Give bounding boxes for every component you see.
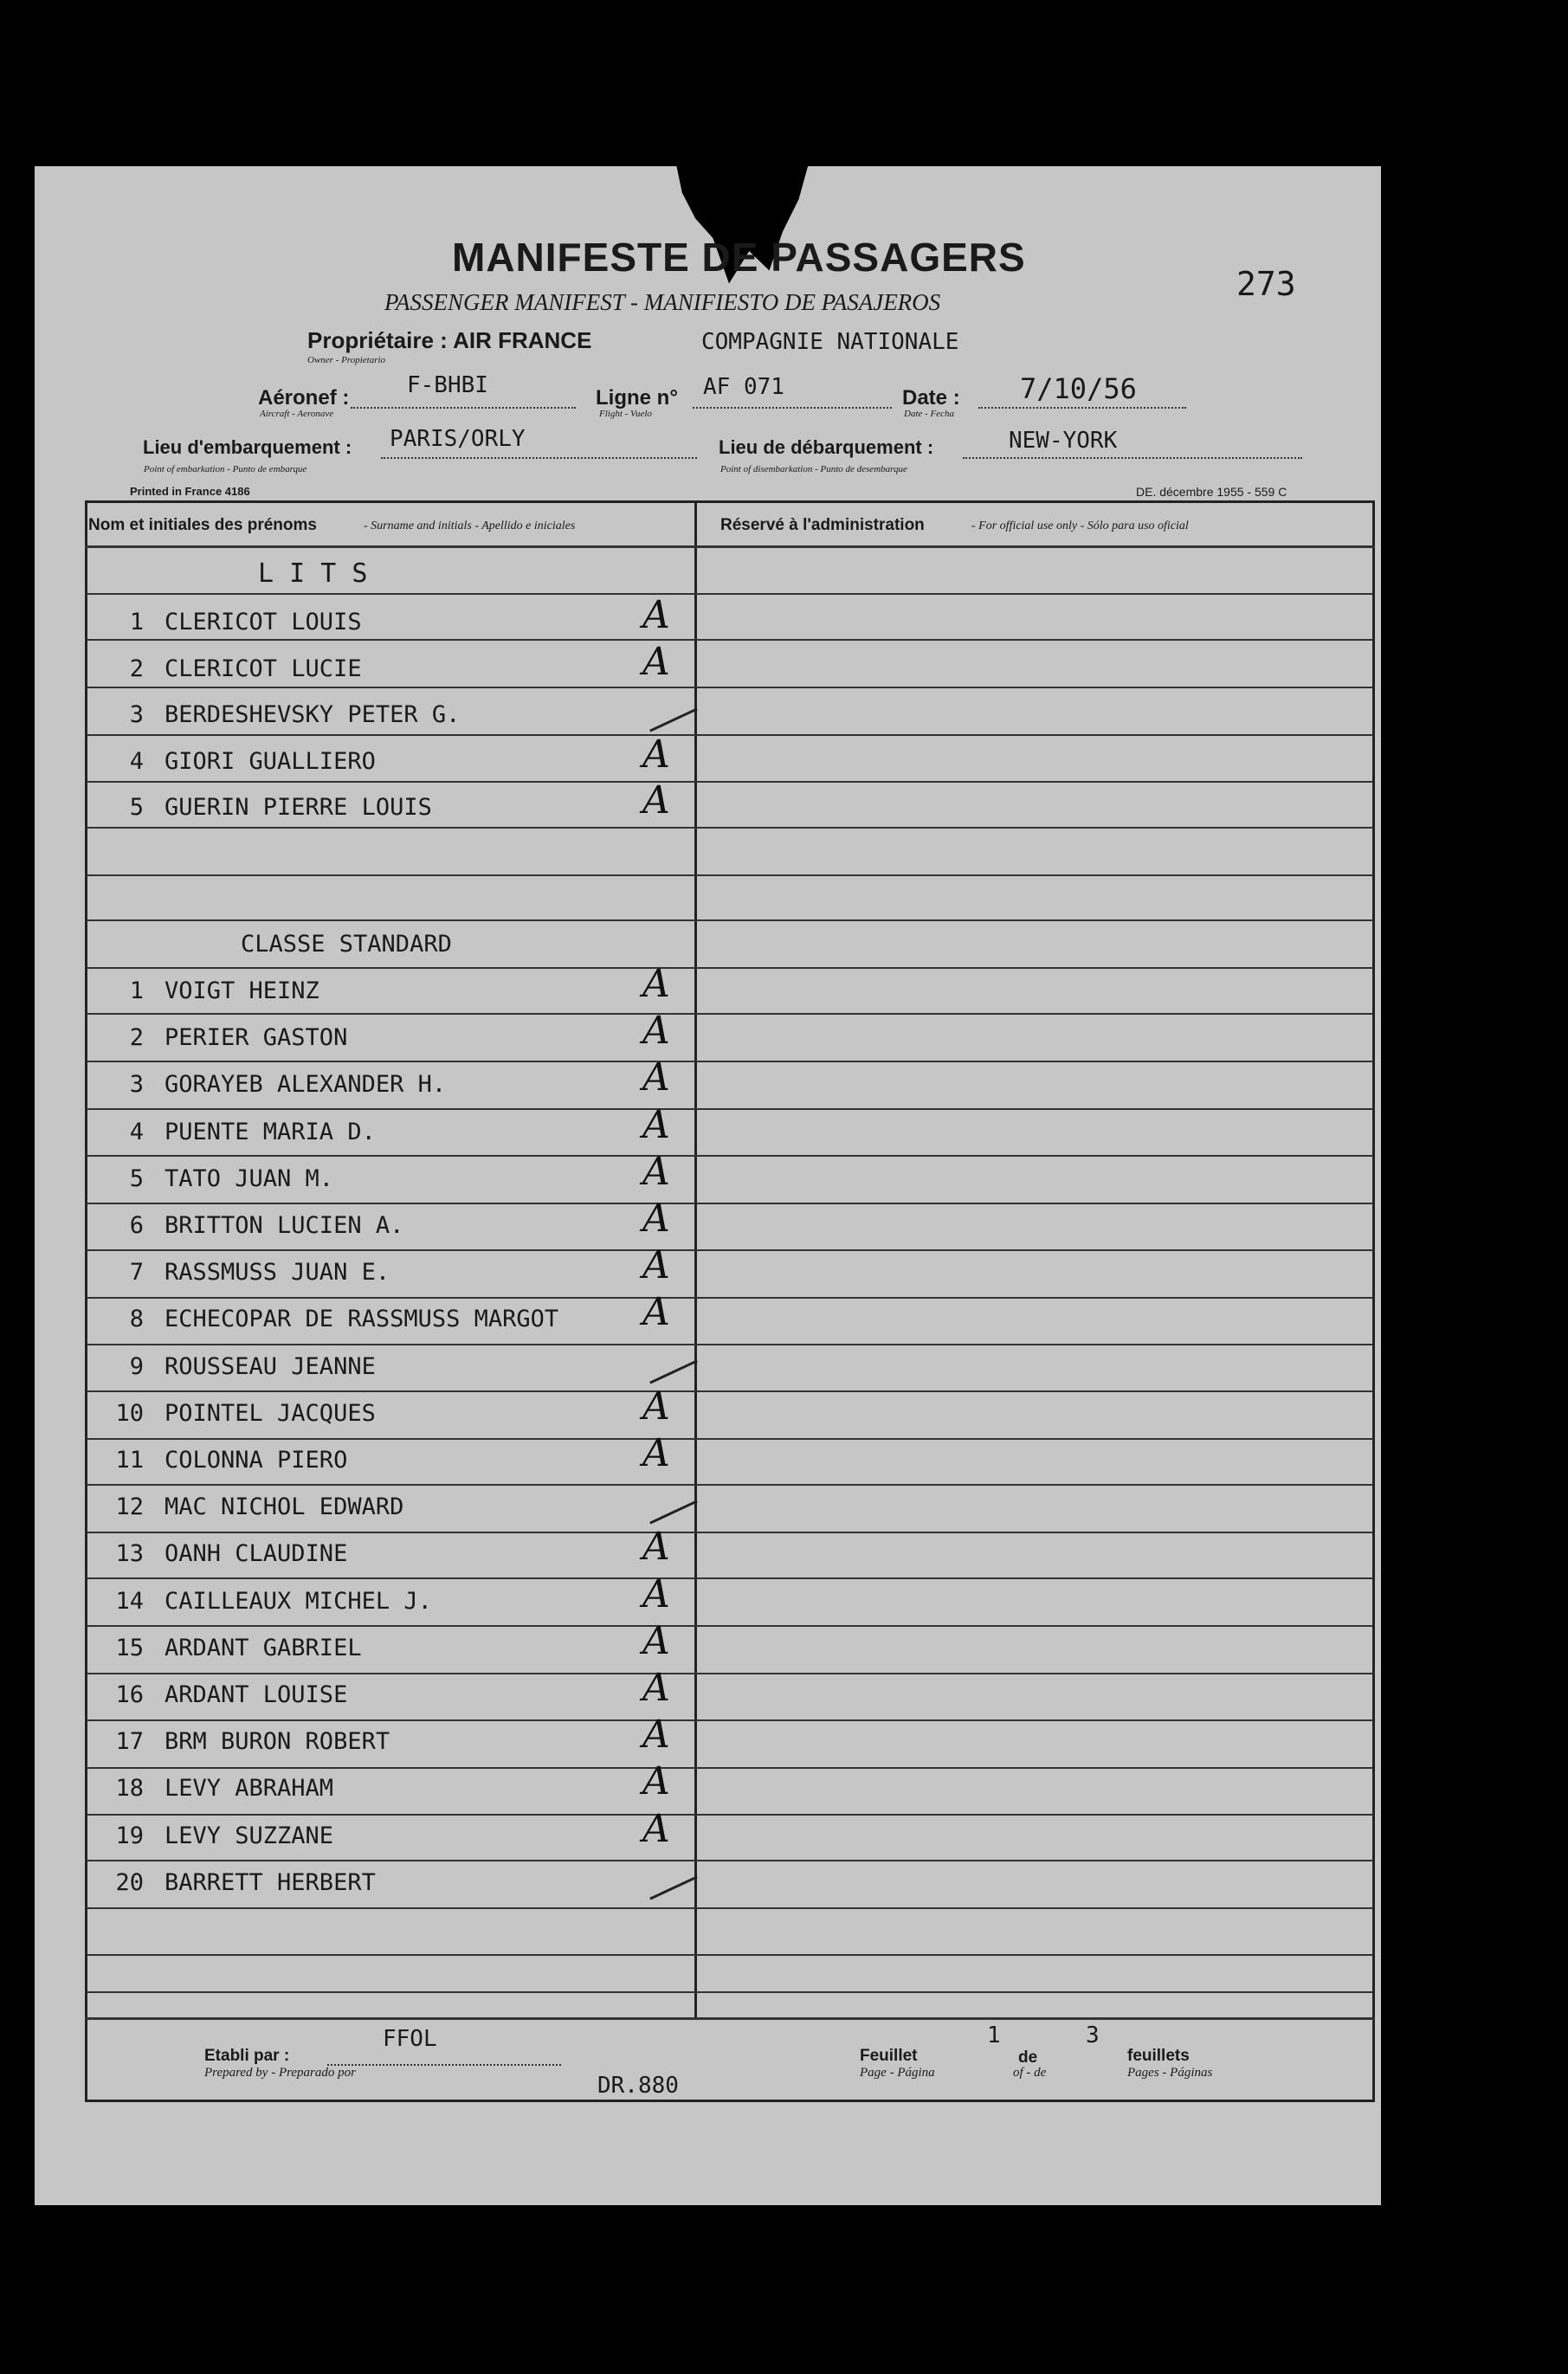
flight-line xyxy=(693,407,892,409)
row-rule xyxy=(87,1390,1373,1392)
sheet-sublabel: Page - Página xyxy=(860,2066,935,2080)
passenger-name: ARDANT GABRIEL xyxy=(165,1634,362,1661)
passenger-number: 10 xyxy=(115,1399,144,1427)
passenger-name: TATO JUAN M. xyxy=(165,1164,334,1192)
passenger-name: BERDESHEVSKY PETER G. xyxy=(165,701,461,728)
manifest-table xyxy=(85,500,1375,2102)
form-code: DE. décembre 1955 - 559 C xyxy=(1136,485,1287,499)
prepared-value: FFOL xyxy=(383,2026,437,2052)
passenger-row xyxy=(83,1540,347,1567)
passenger-name: PERIER GASTON xyxy=(165,1024,348,1052)
passenger-name: POINTEL JACQUES xyxy=(165,1399,376,1427)
footer-divider xyxy=(85,2017,1375,2020)
embark-line xyxy=(381,457,697,459)
page-title: MANIFESTE DE PASSAGERS xyxy=(452,235,1026,280)
passenger-number: 15 xyxy=(115,1634,144,1661)
passenger-name: RASSMUSS JUAN E. xyxy=(165,1259,390,1287)
passenger-row xyxy=(83,1400,376,1427)
sheet-value: 1 xyxy=(987,2022,1001,2048)
col2-header-sub: - For official use only - Sólo para uso oficial xyxy=(971,519,1189,532)
passenger-number: 1 xyxy=(129,977,144,1004)
passenger-name: MAC NICHOL EDWARD xyxy=(165,1493,404,1521)
check-mark: A xyxy=(642,1149,670,1194)
check-mark: A xyxy=(642,778,670,823)
passenger-number: 11 xyxy=(115,1447,144,1474)
passenger-row xyxy=(83,1775,333,1802)
section-title-lits: L I T S xyxy=(258,558,368,589)
row-rule xyxy=(87,1249,1373,1251)
of-sublabel: of - de xyxy=(1013,2066,1047,2080)
passenger-name: LEVY ABRAHAM xyxy=(165,1775,334,1803)
passenger-number: 6 xyxy=(129,1212,144,1239)
passenger-row xyxy=(83,794,432,821)
passenger-row xyxy=(83,1071,446,1098)
passenger-number: 12 xyxy=(115,1493,144,1521)
passenger-number: 3 xyxy=(129,701,144,728)
disembark-value: NEW-YORK xyxy=(1009,428,1118,454)
check-mark: A xyxy=(642,1290,670,1335)
aircraft-value: F-BHBI xyxy=(407,372,488,398)
section-title-standard: CLASSE STANDARD xyxy=(241,931,452,958)
owner-label: Propriétaire : AIR FRANCE xyxy=(307,327,592,353)
passenger-row xyxy=(83,1165,333,1192)
check-mark: A xyxy=(642,639,670,684)
passenger-name: PUENTE MARIA D. xyxy=(165,1118,376,1145)
passenger-row xyxy=(83,1588,432,1615)
passenger-name: OANH CLAUDINE xyxy=(165,1540,348,1568)
passenger-number: 19 xyxy=(115,1822,144,1849)
col1-header: Nom et initiales des prénoms xyxy=(88,516,317,534)
passenger-row xyxy=(83,1635,362,1661)
passenger-name: ECHECOPAR DE RASSMUSS MARGOT xyxy=(165,1306,559,1333)
prepared-label: Etabli par : xyxy=(204,2047,290,2065)
row-rule xyxy=(87,1344,1373,1345)
check-mark: A xyxy=(642,1243,670,1288)
passenger-number: 4 xyxy=(129,747,144,775)
row-rule xyxy=(87,1108,1373,1110)
passenger-name: ROUSSEAU JEANNE xyxy=(165,1352,376,1380)
passenger-row xyxy=(83,1306,558,1332)
prepared-line xyxy=(327,2064,561,2066)
date-line xyxy=(978,407,1186,409)
passenger-name: BARRETT HERBERT xyxy=(165,1868,376,1896)
check-mark: A xyxy=(642,1102,670,1147)
printed-note: Printed in France 4186 xyxy=(130,485,250,498)
passenger-row xyxy=(83,1728,390,1755)
passenger-number: 4 xyxy=(129,1118,144,1145)
owner-sublabel: Owner - Propietario xyxy=(307,355,386,365)
check-mark: A xyxy=(642,1571,670,1616)
check-mark: A xyxy=(642,1806,670,1851)
pages-label: feuillets xyxy=(1127,2047,1190,2065)
passenger-row xyxy=(83,1822,333,1849)
col2-header: Réservé à l'administration xyxy=(720,516,925,534)
flight-label: Ligne n° xyxy=(596,386,678,410)
header-divider xyxy=(85,545,1375,548)
row-rule xyxy=(87,1767,1373,1769)
row-rule xyxy=(87,1907,1373,1909)
check-mark: A xyxy=(642,1618,670,1663)
date-sublabel: Date - Fecha xyxy=(904,409,955,419)
row-rule xyxy=(87,1954,1373,1956)
passenger-row xyxy=(83,1212,403,1239)
row-rule xyxy=(87,967,1373,969)
row-rule xyxy=(87,1719,1373,1721)
row-rule xyxy=(87,1155,1373,1157)
column-divider xyxy=(694,500,697,2017)
passenger-name: VOIGT HEINZ xyxy=(165,977,319,1004)
passenger-row xyxy=(83,1353,376,1380)
row-rule xyxy=(87,1013,1373,1015)
passenger-number: 2 xyxy=(129,1024,144,1052)
prepared-sublabel: Prepared by - Preparado por xyxy=(204,2066,356,2080)
passenger-name: GUERIN PIERRE LOUIS xyxy=(165,794,432,821)
row-rule xyxy=(87,1991,1373,1993)
row-rule xyxy=(87,734,1373,736)
check-mark: A xyxy=(642,1759,670,1804)
passenger-number: 20 xyxy=(115,1868,144,1896)
passenger-number: 17 xyxy=(115,1728,144,1756)
passenger-name: ARDANT LOUISE xyxy=(165,1681,348,1708)
embark-value: PARIS/ORLY xyxy=(390,426,526,452)
check-mark: A xyxy=(642,1666,670,1710)
check-mark: A xyxy=(642,962,670,1006)
row-rule xyxy=(87,1532,1373,1533)
sheet-label: Feuillet xyxy=(860,2047,918,2065)
disembark-sublabel: Point of disembarkation - Punto de desembarque xyxy=(720,464,907,474)
row-rule xyxy=(87,781,1373,783)
page-number: 273 xyxy=(1236,265,1296,303)
passenger-name: BRITTON LUCIEN A. xyxy=(165,1212,404,1239)
disembark-label: Lieu de débarquement : xyxy=(719,436,934,458)
passenger-number: 9 xyxy=(129,1352,144,1380)
row-rule xyxy=(87,919,1373,921)
row-rule xyxy=(87,1203,1373,1204)
passenger-row xyxy=(83,1024,347,1051)
flight-sublabel: Flight - Vuelo xyxy=(599,409,652,419)
passenger-number: 5 xyxy=(129,1164,144,1192)
passenger-row xyxy=(83,1447,347,1474)
aircraft-line xyxy=(351,407,576,409)
passenger-row xyxy=(83,748,376,775)
passenger-row xyxy=(83,701,460,728)
embark-label: Lieu d'embarquement : xyxy=(143,436,352,458)
passenger-row xyxy=(83,1119,376,1145)
date-value: 7/10/56 xyxy=(1020,372,1137,405)
row-rule xyxy=(87,1297,1373,1299)
passenger-row xyxy=(83,609,362,635)
aircraft-sublabel: Aircraft - Aeronave xyxy=(260,409,334,419)
row-rule xyxy=(87,1673,1373,1674)
passenger-name: CLERICOT LUCIE xyxy=(165,655,362,682)
embark-sublabel: Point of embarkation - Punto de embarque xyxy=(144,464,307,474)
row-rule xyxy=(87,593,1373,595)
passenger-number: 5 xyxy=(129,794,144,821)
passenger-row xyxy=(83,977,319,1004)
passenger-row xyxy=(83,655,362,682)
row-rule xyxy=(87,687,1373,688)
row-rule xyxy=(87,827,1373,829)
row-rule xyxy=(87,1625,1373,1627)
passenger-row xyxy=(83,1869,376,1896)
row-rule xyxy=(87,639,1373,641)
passenger-number: 13 xyxy=(115,1540,144,1568)
flight-value: AF 071 xyxy=(703,374,784,400)
passenger-number: 7 xyxy=(129,1259,144,1287)
check-mark: A xyxy=(642,1431,670,1475)
check-mark: A xyxy=(642,1009,670,1054)
of-label: de xyxy=(1018,2048,1038,2067)
col1-header-sub: - Surname and initials - Apellido e iniciales xyxy=(364,519,576,532)
row-rule xyxy=(87,1860,1373,1861)
passenger-row xyxy=(83,1681,347,1708)
disembark-line xyxy=(963,457,1302,459)
row-rule xyxy=(87,1061,1373,1062)
passenger-number: 16 xyxy=(115,1681,144,1708)
pages-sublabel: Pages - Páginas xyxy=(1127,2066,1213,2080)
passenger-number: 3 xyxy=(129,1071,144,1099)
page-subtitle: PASSENGER MANIFEST - MANIFIESTO DE PASAJEROS xyxy=(384,289,941,315)
total-pages-value: 3 xyxy=(1086,2022,1100,2048)
row-rule xyxy=(87,1814,1373,1816)
date-label: Date : xyxy=(902,386,960,410)
owner-value: COMPAGNIE NATIONALE xyxy=(701,329,959,355)
check-mark: A xyxy=(642,1713,670,1758)
passenger-number: 14 xyxy=(115,1587,144,1615)
check-mark: A xyxy=(642,1055,670,1100)
passenger-number: 2 xyxy=(129,655,144,682)
passenger-name: LEVY SUZZANE xyxy=(165,1822,334,1849)
passenger-name: CAILLEAUX MICHEL J. xyxy=(165,1587,432,1615)
document-ref: DR.880 xyxy=(597,2073,679,2099)
row-rule xyxy=(87,874,1373,876)
passenger-name: GORAYEB ALEXANDER H. xyxy=(165,1071,447,1099)
passenger-number: 1 xyxy=(129,609,144,635)
check-mark: A xyxy=(642,1384,670,1429)
passenger-number: 8 xyxy=(129,1306,144,1333)
passenger-name: CLERICOT LOUIS xyxy=(165,609,362,635)
row-rule xyxy=(87,1577,1373,1579)
check-mark: A xyxy=(642,593,670,637)
passenger-row xyxy=(83,1493,403,1520)
row-rule xyxy=(87,1438,1373,1440)
passenger-name: BRM BURON ROBERT xyxy=(165,1728,390,1756)
passenger-name: COLONNA PIERO xyxy=(165,1447,348,1474)
row-rule xyxy=(87,1484,1373,1486)
passenger-name: GIORI GUALLIERO xyxy=(165,747,376,775)
check-mark: A xyxy=(642,1525,670,1570)
aircraft-label: Aéronef : xyxy=(258,386,350,410)
passenger-row xyxy=(83,1259,390,1286)
check-mark: A xyxy=(642,732,670,777)
check-mark: A xyxy=(642,1197,670,1241)
passenger-number: 18 xyxy=(115,1775,144,1803)
